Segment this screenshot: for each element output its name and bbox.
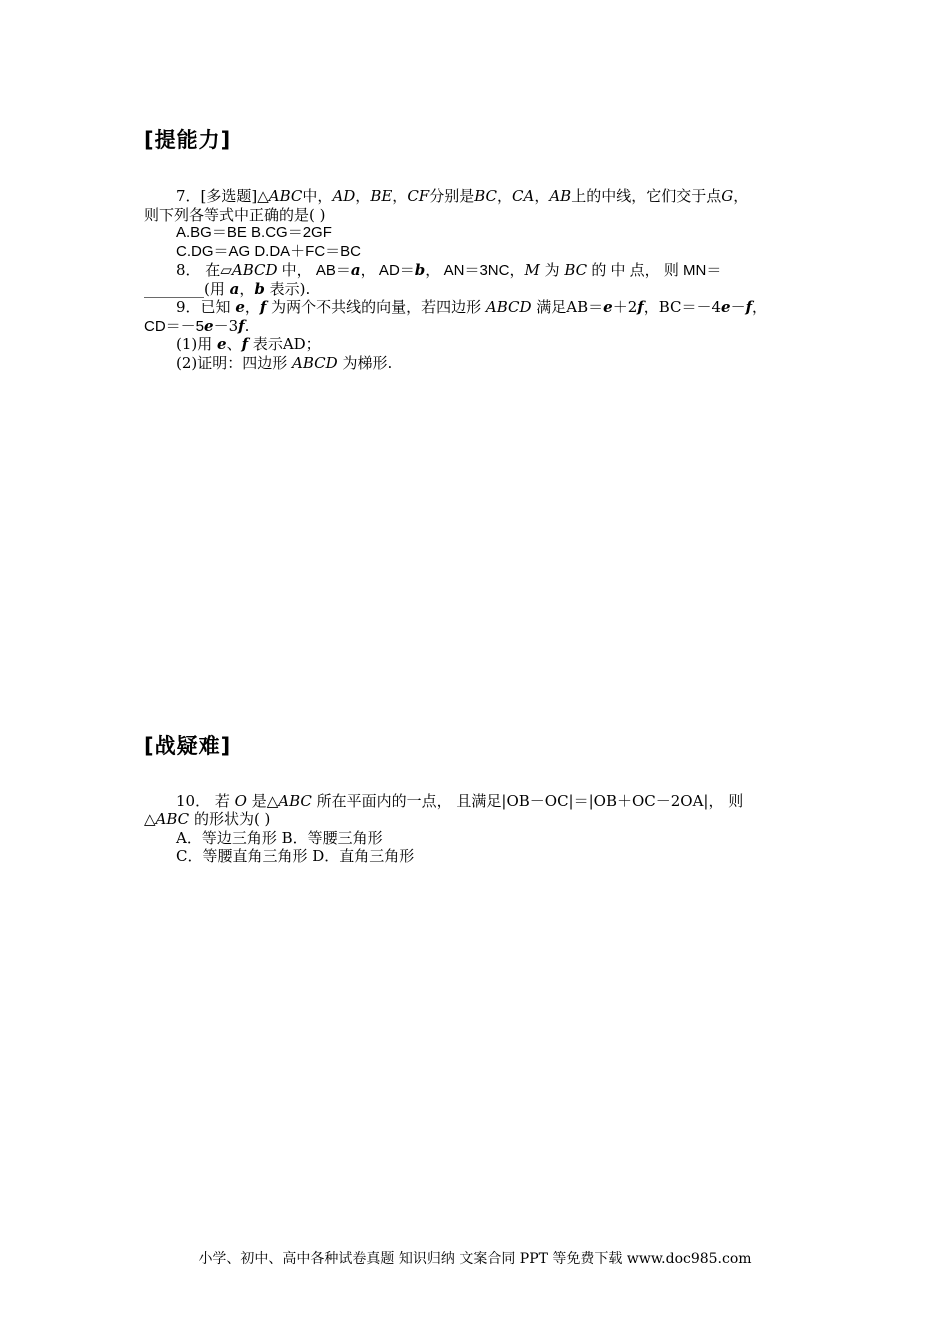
q7-text: 中，	[302, 187, 333, 205]
q7-text: CA	[512, 187, 535, 205]
q9-part-1	[176, 335, 321, 353]
q8-line-1	[176, 261, 721, 280]
q9-text: CD＝－5	[144, 318, 205, 335]
q9-text: (2)证明：四边形	[176, 354, 293, 372]
q7-text: AD	[332, 187, 356, 205]
q9-text: －	[730, 298, 746, 316]
q9-text: －3	[213, 317, 239, 335]
q9-text: ，	[752, 298, 768, 316]
q8-vector: a	[350, 261, 361, 279]
q8-vector: b	[254, 280, 265, 298]
q10-text: ABC	[155, 810, 190, 828]
q8-line-2	[144, 280, 310, 298]
q9-vector: e	[603, 298, 613, 316]
q9-text: 9．已知	[176, 298, 236, 316]
q7-line-2: 则下列各等式中正确的是( )	[144, 206, 326, 224]
section-title-improve: [提能力]	[144, 128, 232, 152]
q9-text: ，BC＝－4	[643, 298, 722, 316]
section-title-challenge: [战疑难]	[144, 734, 232, 758]
q7-text: AB	[549, 187, 572, 205]
q7-text: ，	[355, 187, 371, 205]
q8-text: ，	[239, 280, 255, 298]
q10-line-2	[144, 810, 270, 828]
q9-text: ＋2	[612, 298, 638, 316]
q9-text: 表示AD；	[248, 335, 321, 353]
q7-text: ，	[534, 187, 550, 205]
q7-text: 7．[多选题]△	[176, 187, 269, 205]
answer-blank: ________	[144, 280, 204, 298]
q8-text: ， AN＝3NC，	[425, 262, 525, 279]
q9-text: 为两个不共线的向量，若四边形	[266, 298, 486, 316]
q7-text: ，	[497, 187, 513, 205]
q8-vector: a	[229, 280, 240, 298]
q9-vector: e	[217, 335, 227, 353]
q9-vector: f	[637, 298, 644, 316]
q8-text: (用	[204, 280, 230, 298]
q7-text: BC	[474, 187, 497, 205]
q8-text: 8． 在	[176, 261, 221, 279]
q9-text: ABCD	[292, 354, 338, 372]
q9-text: ABCD	[485, 298, 532, 316]
q10-text: ABC	[278, 792, 312, 810]
q8-text: 表示).	[264, 280, 311, 298]
q9-vector: e	[235, 298, 245, 316]
q7-text: ABC	[268, 187, 303, 205]
q9-vector: f	[241, 335, 249, 353]
q9-text: .	[244, 317, 250, 335]
q8-text: BC	[564, 261, 588, 279]
q10-text: 10． 若	[176, 792, 235, 810]
q10-text: △	[144, 810, 156, 828]
q9-vector: f	[745, 298, 753, 316]
q9-line-1	[176, 298, 767, 316]
q9-text: (1)用	[176, 335, 218, 353]
q9-text: 为梯形.	[337, 354, 393, 372]
q9-text: 、	[226, 335, 242, 353]
q9-vector: f	[238, 317, 245, 335]
q8-vector: b	[414, 261, 426, 279]
q7-text: ，	[733, 187, 749, 205]
q9-text: ，	[244, 298, 260, 316]
q9-text: 满足AB＝	[531, 298, 604, 316]
q7-text: ，	[392, 187, 408, 205]
q10-line-1	[176, 792, 743, 810]
q7-line-1	[176, 187, 748, 205]
q10-options-cd: C．等腰直角三角形 D．直角三角形	[176, 847, 415, 865]
q8-text: 为	[539, 261, 565, 279]
q9-line-2	[144, 317, 249, 336]
q9-vector: f	[259, 298, 267, 316]
page-footer: 小学、初中、高中各种试卷真题 知识归纳 文案合同 PPT 等免费下载 www.doc985.com	[198, 1251, 752, 1267]
q7-text: BE	[370, 187, 393, 205]
q7-text: 分别是	[429, 187, 475, 205]
q8-text: ， AD＝	[360, 262, 415, 279]
q9-part-2	[176, 354, 392, 372]
q7-text: G	[721, 187, 734, 205]
q9-vector: e	[204, 317, 214, 335]
q10-options-ab: A．等边三角形 B．等腰三角形	[176, 829, 383, 847]
q8-text: 的 中 点， 则 MN＝	[587, 262, 722, 279]
q10-text: O	[234, 792, 247, 810]
q7-options-cd: C.DG＝AG D.DA＋FC＝BC	[176, 243, 362, 260]
q7-options-ab: A.BG＝BE B.CG＝2GF	[176, 224, 332, 241]
q9-vector: e	[721, 298, 731, 316]
q10-text: 所在平面内的一点， 且满足|OB－OC|＝|OB＋OC－2OA|， 则	[311, 792, 744, 810]
q8-text: ABCD	[231, 261, 278, 279]
q7-text: 上的中线，它们交于点	[571, 187, 722, 205]
parallelogram-symbol: ▱	[220, 261, 232, 279]
q8-text: 中， AB＝	[277, 262, 351, 279]
q7-text: CF	[407, 187, 430, 205]
q10-text: 是△	[246, 792, 279, 810]
q8-text: M	[524, 261, 540, 279]
q10-text: 的形状为( )	[189, 810, 271, 828]
